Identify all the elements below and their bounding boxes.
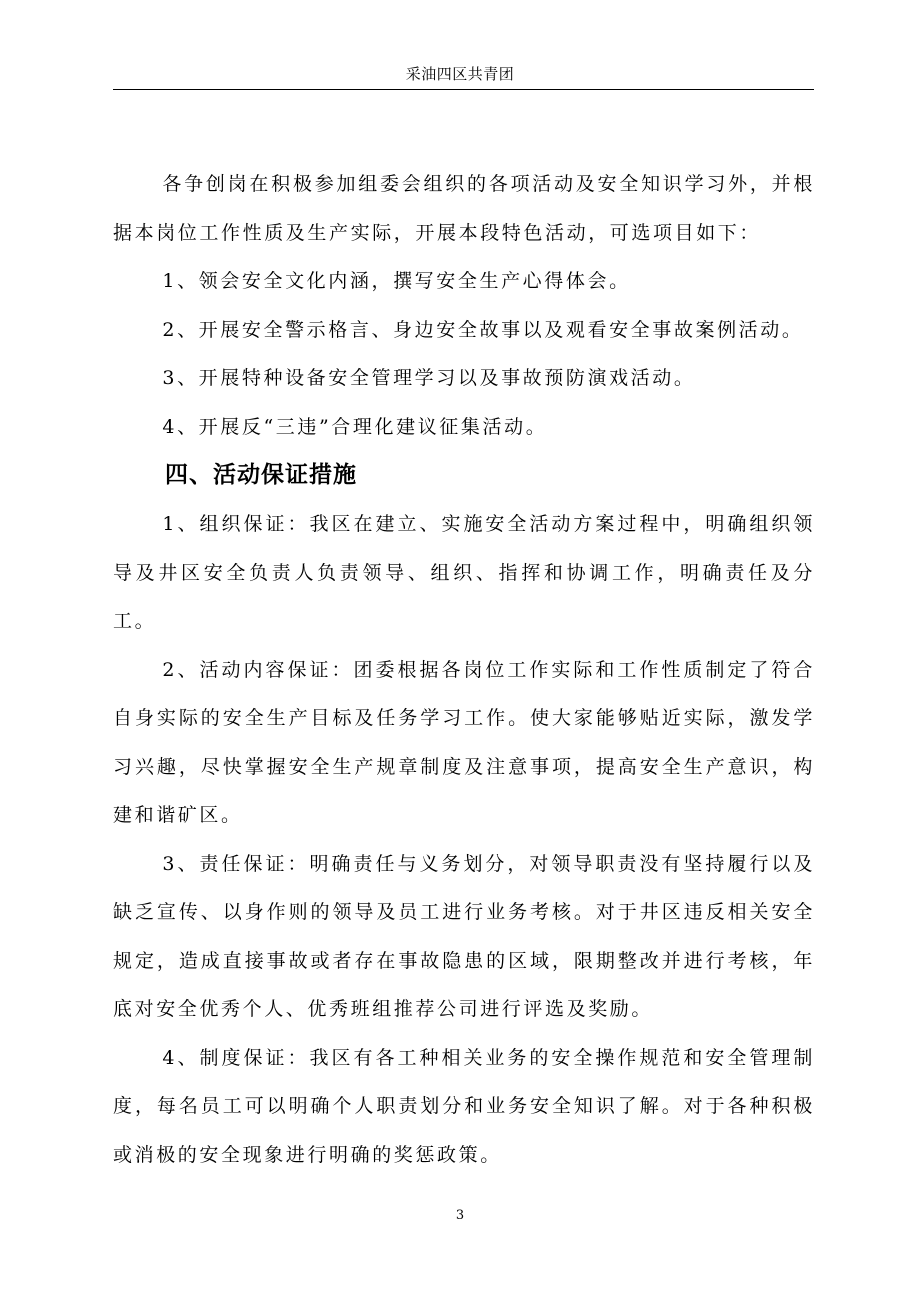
measure-system: 4、制度保证：我区有各工种相关业务的安全操作规范和安全管理制度，每名员工可以明确个人职责划分和业务安全知识了解。对于各种积极或消极的安全现象进行明确的奖惩政策。 (113, 1046, 815, 1166)
measure-organization: 1、组织保证：我区在建立、实施安全活动方案过程中，明确组织领导及井区安全负责人负责领导、组织、指挥和协调工作，明确责任及分工。 (113, 513, 815, 632)
header-divider (113, 89, 814, 90)
page-number: 3 (455, 1208, 465, 1223)
page-header-title: 采油四区共青团 (405, 65, 515, 83)
option-item-3: 3、开展特种设备安全管理学习以及事故预防演戏活动。 (162, 367, 696, 389)
measure-responsibility: 3、责任保证：明确责任与义务划分，对领导职责没有坚持履行以及缺乏宣传、以身作则的领导及员工进行业务考核。对于井区违反相关安全规定，造成直接事故或者存在事故隐患的区域，限期整改并进行考核，年底对安全优秀个人、优秀班组推荐公司进行评选及奖励。 (113, 852, 815, 1020)
option-item-1: 1、领会安全文化内涵，撰写安全生产心得体会。 (162, 270, 631, 292)
intro-paragraph: 各争创岗在积极参加组委会组织的各项活动及安全知识学习外，并根据本岗位工作性质及生产实际，开展本段特色活动，可选项目如下： (113, 173, 815, 244)
section-heading: 四、活动保证措施 (165, 462, 357, 488)
option-item-4: 4、开展反“三违”合理化建议征集活动。 (162, 415, 548, 438)
document-body (113, 160, 815, 1179)
measure-content: 2、活动内容保证：团委根据各岗位工作实际和工作性质制定了符合自身实际的安全生产目标及任务学习工作。使大家能够贴近实际，激发学习兴趣，尽快掌握安全生产规章制度及注意事项，提高安全生产意识，构建和谐矿区。 (113, 658, 815, 826)
option-item-2: 2、开展安全警示格言、身边安全故事以及观看安全事故案例活动。 (162, 318, 804, 341)
